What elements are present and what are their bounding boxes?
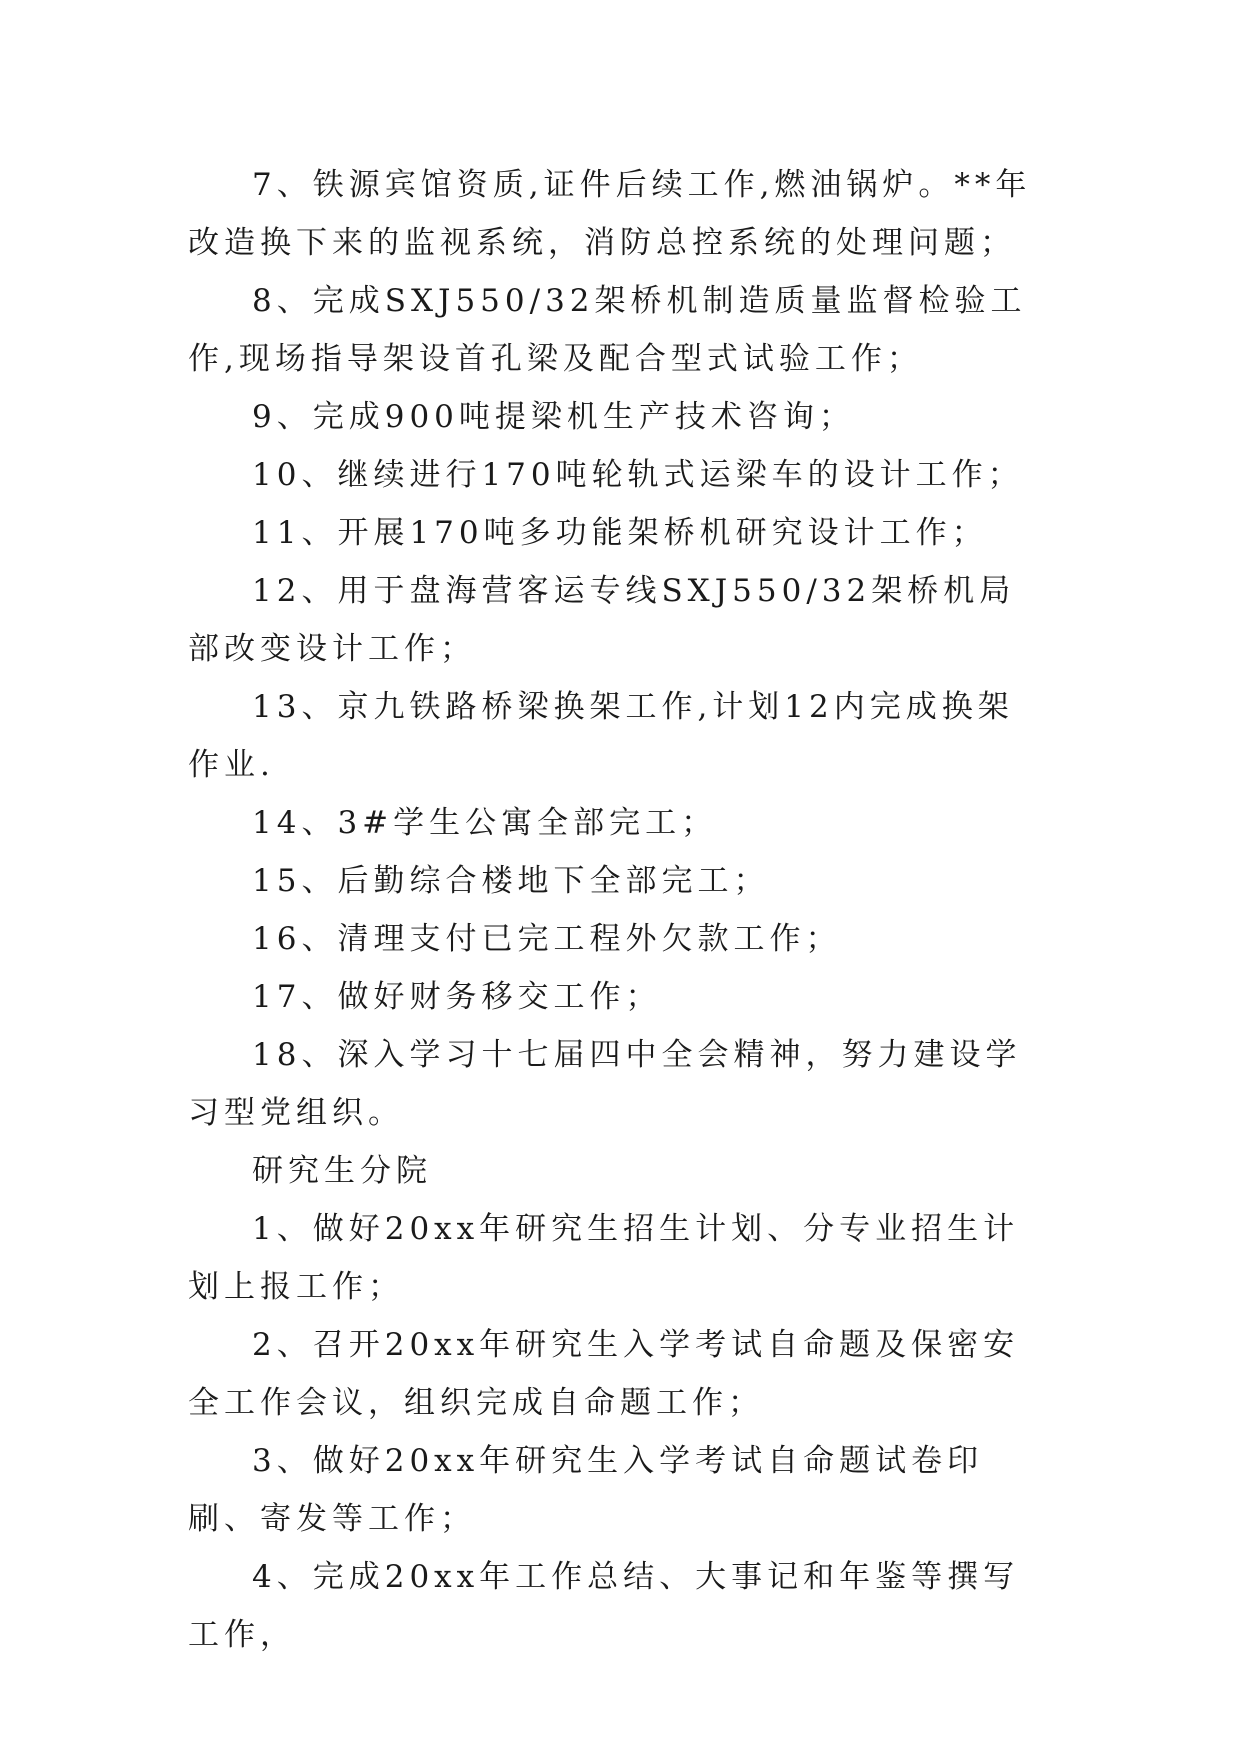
paragraph-item-8: 8、完成SXJ550/32架桥机制造质量监督检验工作,现场指导架设首孔梁及配合型式试验工作； [188, 283, 1027, 377]
paragraph-item-15: 15、后勤综合楼地下全部完工； [252, 863, 770, 899]
section-heading: 研究生分院 [252, 1153, 432, 1189]
paragraph-item-12: 12、用于盘海营客运专线SXJ550/32架桥机局部改变设计工作； [188, 573, 1016, 667]
paragraph-item-18: 18、深入学习十七届四中全会精神，努力建设学习型党组织。 [188, 1037, 1022, 1131]
paragraph-item-2: 2、召开20xx年研究生入学考试自命题及保密安全工作会议，组织完成自命题工作； [188, 1327, 1020, 1421]
paragraph-item-17: 17、做好财务移交工作； [252, 979, 662, 1015]
paragraph-item-16: 16、清理支付已完工程外欠款工作； [252, 921, 842, 957]
paragraph-item-10: 10、继续进行170吨轮轨式运梁车的设计工作； [252, 457, 1024, 493]
paragraph-item-9: 9、完成900吨提梁机生产技术咨询； [252, 399, 855, 435]
paragraph-item-14: 14、3#学生公寓全部完工； [252, 805, 718, 841]
paragraph-item-4: 4、完成20xx年工作总结、大事记和年鉴等撰写工作， [188, 1559, 1020, 1653]
document-body [188, 156, 1048, 1664]
paragraph-item-1: 1、做好20xx年研究生招生计划、分专业招生计划上报工作； [188, 1211, 1020, 1305]
paragraph-item-3: 3、做好20xx年研究生入学考试自命题试卷印刷、寄发等工作； [188, 1443, 984, 1537]
paragraph-item-7: 7、铁源宾馆资质,证件后续工作,燃油锅炉。**年改造换下来的监视系统，消防总控系统的处理问题； [188, 167, 1032, 261]
paragraph-item-13: 13、京九铁路桥梁换架工作,计划12内完成换架作业. [188, 689, 1014, 783]
paragraph-item-11: 11、开展170吨多功能架桥机研究设计工作； [252, 515, 988, 551]
